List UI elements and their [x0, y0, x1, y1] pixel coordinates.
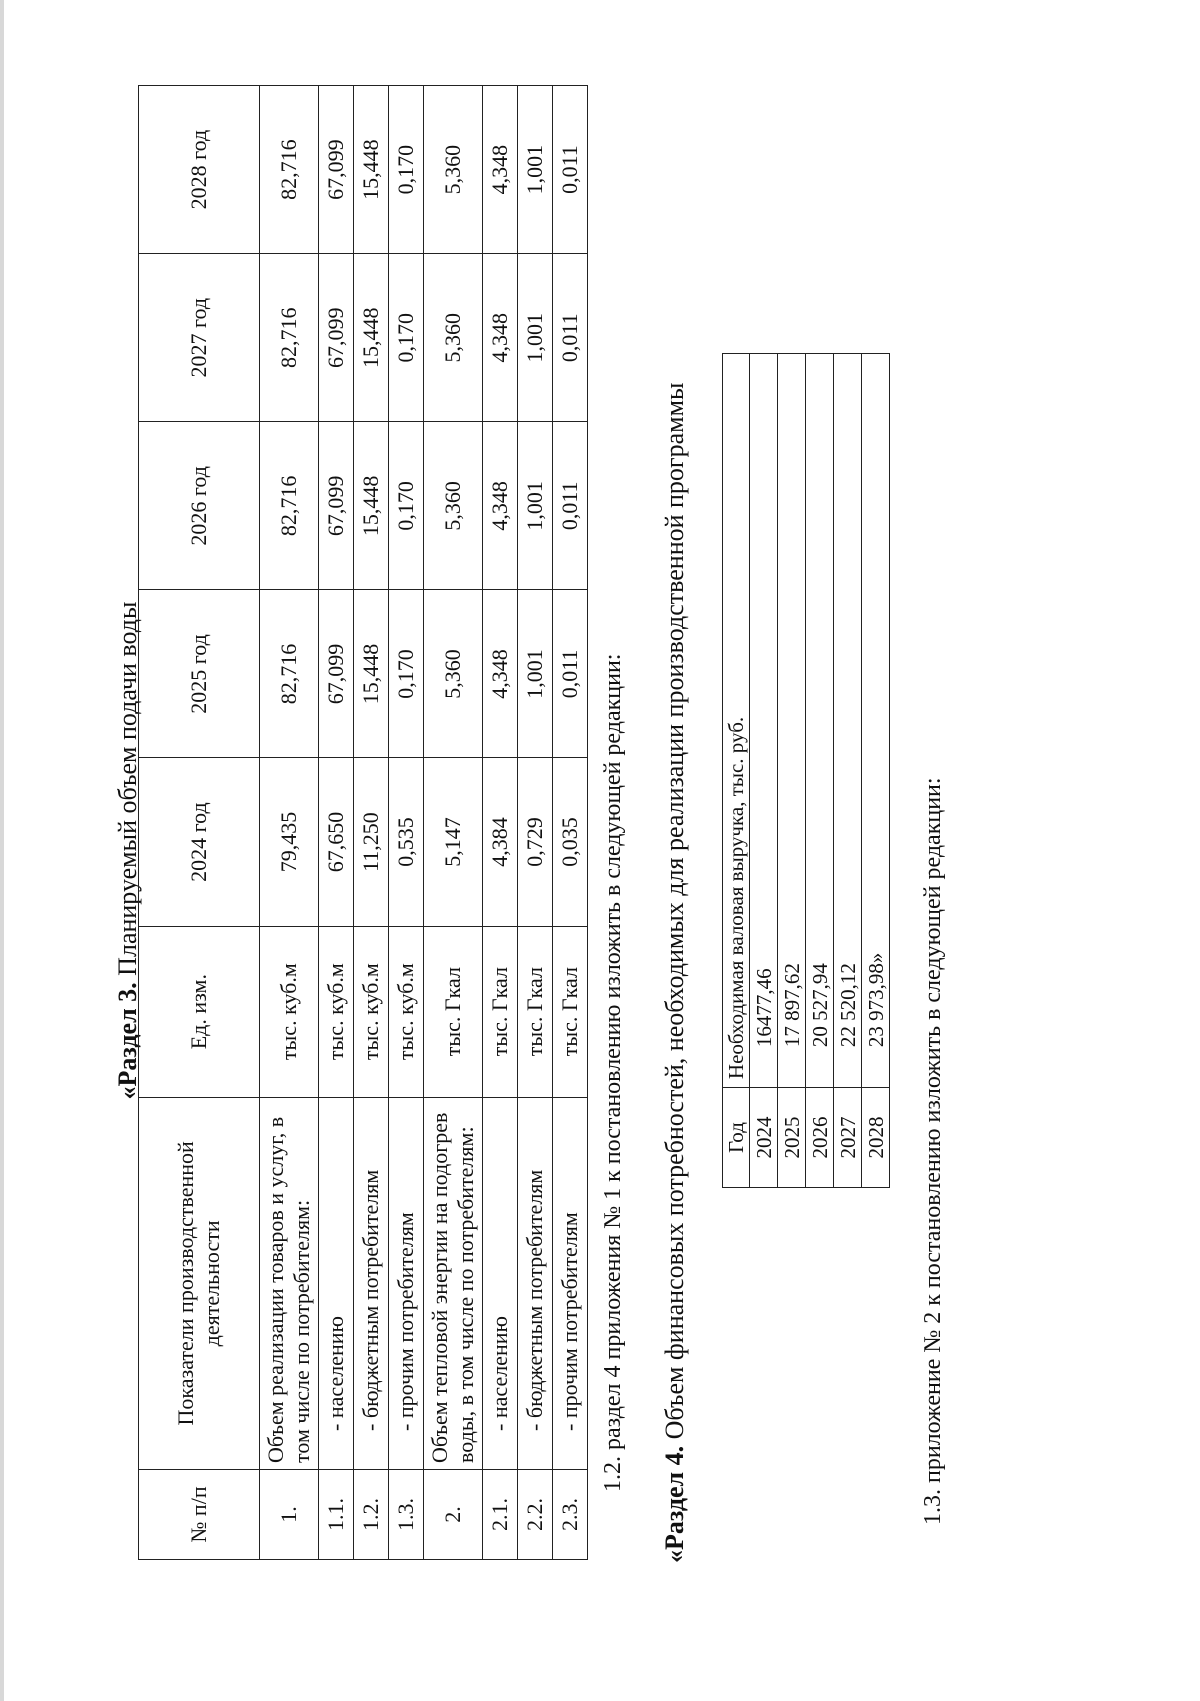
- paragraph-1-2: 1.2. раздел 4 приложения № 1 к постановлению изложить в следующей редакции:: [600, 653, 626, 1492]
- table-row: [750, 354, 778, 1188]
- row-value-2025: 67,099: [319, 590, 354, 758]
- row-value-2024: 79,435: [260, 758, 319, 926]
- row-value-2024: 67,650: [319, 758, 354, 926]
- row-value-2026: 0,170: [389, 422, 424, 590]
- header-2025: 2025 год: [139, 590, 260, 758]
- row-value-2027: 67,099: [319, 254, 354, 422]
- row-value-2024: 4,384: [483, 758, 518, 926]
- row-year: 2026: [806, 1088, 834, 1188]
- row-value-2027: 4,348: [483, 254, 518, 422]
- row-value-2027: 5,360: [424, 254, 483, 422]
- row-value-2026: 15,448: [354, 422, 389, 590]
- row-value-2025: 4,348: [483, 590, 518, 758]
- row-revenue: 17 897,62: [778, 354, 806, 1088]
- table-row: [553, 86, 588, 1560]
- row-indicator: Объем реализации товаров и услуг, в том числе по потребителям:: [260, 1097, 319, 1469]
- row-value-2025: 0,170: [389, 590, 424, 758]
- row-value-2024: 11,250: [354, 758, 389, 926]
- row-value-2024: 0,729: [518, 758, 553, 926]
- row-indicator: - бюджетным потребителям: [354, 1097, 389, 1469]
- section3-title-text: Планируемый объем подачи воды: [113, 601, 142, 983]
- row-value-2028: 0,170: [389, 86, 424, 254]
- header-2028: 2028 год: [139, 86, 260, 254]
- row-value-2025: 15,448: [354, 590, 389, 758]
- header-revenue: Необходимая валовая выручка, тыс. руб.: [723, 354, 750, 1088]
- row-value-2025: 1,001: [518, 590, 553, 758]
- row-value-2025: 0,011: [553, 590, 588, 758]
- section3-title-prefix: «Раздел 3.: [113, 982, 142, 1100]
- table-header-row: [139, 86, 260, 1560]
- row-unit: тыс. куб.м: [260, 926, 319, 1097]
- revenue-table: [722, 353, 890, 1188]
- row-indicator: Объем тепловой энергии на подогрев воды, в том числе по потребителям:: [424, 1097, 483, 1469]
- section4-title: [660, 382, 690, 1563]
- header-2024: 2024 год: [139, 758, 260, 926]
- section4-title-prefix: «Раздел 4.: [660, 1445, 689, 1563]
- row-indicator: - населению: [319, 1097, 354, 1469]
- row-unit: тыс. куб.м: [354, 926, 389, 1097]
- row-unit: тыс. куб.м: [319, 926, 354, 1097]
- row-value-2028: 0,011: [553, 86, 588, 254]
- row-value-2025: 82,716: [260, 590, 319, 758]
- table-row: [518, 86, 553, 1560]
- row-indicator: - прочим потребителям: [389, 1097, 424, 1469]
- row-value-2028: 82,716: [260, 86, 319, 254]
- row-num: 1.2.: [354, 1469, 389, 1559]
- row-value-2026: 0,011: [553, 422, 588, 590]
- row-num: 2.3.: [553, 1469, 588, 1559]
- row-revenue: 20 527,94: [806, 354, 834, 1088]
- row-num: 1.: [260, 1469, 319, 1559]
- row-num: 1.3.: [389, 1469, 424, 1559]
- row-num: 2.2.: [518, 1469, 553, 1559]
- row-unit: тыс. куб.м: [389, 926, 424, 1097]
- row-indicator: - бюджетным потребителям: [518, 1097, 553, 1469]
- header-indicator: Показатели производственной деятельности: [139, 1097, 260, 1469]
- header-year: Год: [723, 1088, 750, 1188]
- row-year: 2027: [834, 1088, 862, 1188]
- table-row: [806, 354, 834, 1188]
- table-row: [260, 86, 319, 1560]
- row-value-2026: 67,099: [319, 422, 354, 590]
- table-row: [389, 86, 424, 1560]
- row-num: 1.1.: [319, 1469, 354, 1559]
- row-revenue: 16477,46: [750, 354, 778, 1088]
- row-value-2024: 5,147: [424, 758, 483, 926]
- row-value-2027: 1,001: [518, 254, 553, 422]
- row-unit: тыс. Гкал: [483, 926, 518, 1097]
- row-indicator: - населению: [483, 1097, 518, 1469]
- row-value-2024: 0,535: [389, 758, 424, 926]
- row-year: 2025: [778, 1088, 806, 1188]
- row-value-2028: 1,001: [518, 86, 553, 254]
- table-row: [354, 86, 389, 1560]
- row-num: 2.: [424, 1469, 483, 1559]
- table-row: [834, 354, 862, 1188]
- row-value-2026: 82,716: [260, 422, 319, 590]
- table-row: [319, 86, 354, 1560]
- table-row: [862, 354, 890, 1188]
- row-revenue: 23 973,98»: [862, 354, 890, 1088]
- row-unit: тыс. Гкал: [518, 926, 553, 1097]
- section4-title-text: Объем финансовых потребностей, необходимых для реализации производственной программы: [660, 382, 689, 1446]
- row-value-2026: 1,001: [518, 422, 553, 590]
- row-revenue: 22 520,12: [834, 354, 862, 1088]
- row-value-2024: 0,035: [553, 758, 588, 926]
- row-value-2027: 0,011: [553, 254, 588, 422]
- table-row: [424, 86, 483, 1560]
- row-value-2028: 67,099: [319, 86, 354, 254]
- row-value-2027: 0,170: [389, 254, 424, 422]
- header-num: № п/п: [139, 1469, 260, 1559]
- row-value-2025: 5,360: [424, 590, 483, 758]
- table-row: [778, 354, 806, 1188]
- header-unit: Ед. изм.: [139, 926, 260, 1097]
- row-indicator: - прочим потребителям: [553, 1097, 588, 1469]
- row-value-2026: 5,360: [424, 422, 483, 590]
- row-value-2028: 4,348: [483, 86, 518, 254]
- row-value-2028: 5,360: [424, 86, 483, 254]
- paragraph-1-3: 1.3. приложение № 2 к постановлению изложить в следующей редакции:: [920, 777, 946, 1525]
- row-value-2028: 15,448: [354, 86, 389, 254]
- row-value-2027: 15,448: [354, 254, 389, 422]
- row-value-2027: 82,716: [260, 254, 319, 422]
- row-year: 2024: [750, 1088, 778, 1188]
- table-header-row: [723, 354, 750, 1188]
- row-unit: тыс. Гкал: [424, 926, 483, 1097]
- row-unit: тыс. Гкал: [553, 926, 588, 1097]
- row-year: 2028: [862, 1088, 890, 1188]
- header-2027: 2027 год: [139, 254, 260, 422]
- row-num: 2.1.: [483, 1469, 518, 1559]
- header-2026: 2026 год: [139, 422, 260, 590]
- row-value-2026: 4,348: [483, 422, 518, 590]
- water-supply-table: [138, 85, 588, 1560]
- table-row: [483, 86, 518, 1560]
